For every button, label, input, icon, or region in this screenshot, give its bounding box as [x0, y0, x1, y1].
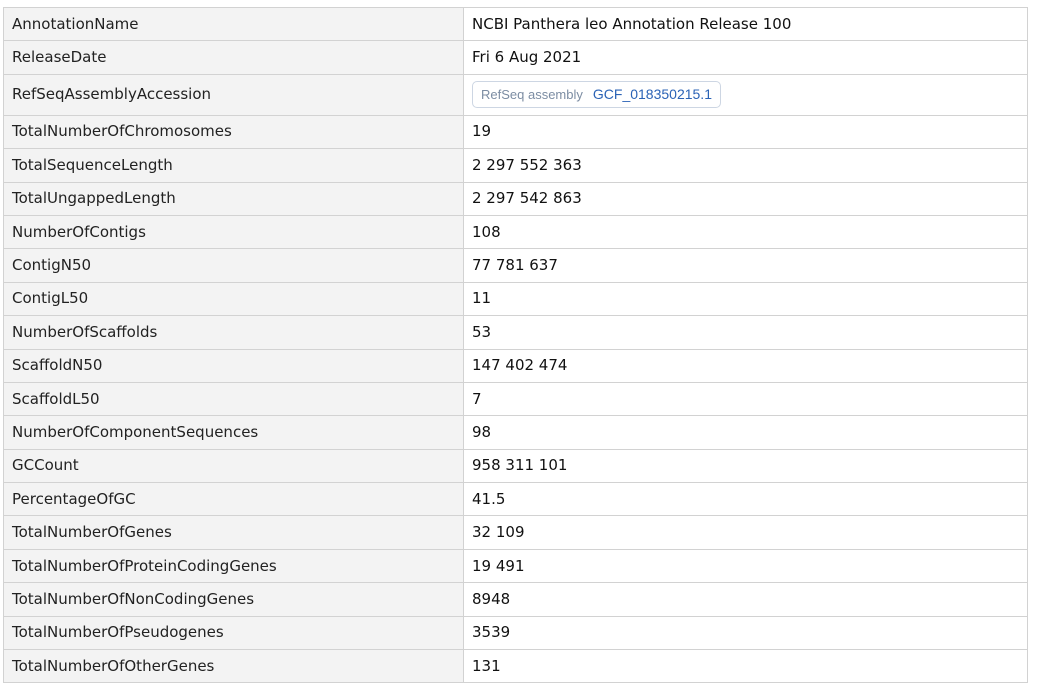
table-row [4, 182, 1028, 215]
refseq-assembly-link[interactable] [472, 81, 721, 108]
table-row [4, 483, 1028, 516]
row-key: TotalSequenceLength [4, 149, 464, 182]
row-key: ContigN50 [4, 249, 464, 282]
row-value: 19 491 [464, 549, 1028, 582]
row-key: GCCount [4, 449, 464, 482]
table-row [4, 41, 1028, 74]
row-value: 7 [464, 382, 1028, 415]
table-row [4, 382, 1028, 415]
row-key: TotalUngappedLength [4, 182, 464, 215]
row-key: NumberOfContigs [4, 215, 464, 248]
row-key: ContigL50 [4, 282, 464, 315]
row-value: 8948 [464, 583, 1028, 616]
table-row [4, 74, 1028, 115]
row-value: 98 [464, 416, 1028, 449]
row-value: 53 [464, 316, 1028, 349]
row-value: 958 311 101 [464, 449, 1028, 482]
row-value: 32 109 [464, 516, 1028, 549]
table-row [4, 449, 1028, 482]
table-row [4, 650, 1028, 683]
row-value: NCBI Panthera leo Annotation Release 100 [464, 8, 1028, 41]
table-row [4, 215, 1028, 248]
row-value: 131 [464, 650, 1028, 683]
table-row [4, 549, 1028, 582]
table-row [4, 8, 1028, 41]
row-key: ScaffoldL50 [4, 382, 464, 415]
row-value: 3539 [464, 616, 1028, 649]
table-row [4, 616, 1028, 649]
row-value: 108 [464, 215, 1028, 248]
table-row [4, 416, 1028, 449]
row-value: 41.5 [464, 483, 1028, 516]
row-key: NumberOfScaffolds [4, 316, 464, 349]
row-key: TotalNumberOfOtherGenes [4, 650, 464, 683]
row-key: NumberOfComponentSequences [4, 416, 464, 449]
row-value: 11 [464, 282, 1028, 315]
row-key: RefSeqAssemblyAccession [4, 74, 464, 115]
row-value: Fri 6 Aug 2021 [464, 41, 1028, 74]
table-row [4, 583, 1028, 616]
table-row [4, 349, 1028, 382]
annotation-table [3, 7, 1028, 683]
row-key: AnnotationName [4, 8, 464, 41]
row-key: TotalNumberOfPseudogenes [4, 616, 464, 649]
row-key: PercentageOfGC [4, 483, 464, 516]
table-row [4, 149, 1028, 182]
table-row [4, 249, 1028, 282]
annotation-table-container [3, 7, 1028, 683]
row-value: 77 781 637 [464, 249, 1028, 282]
table-row [4, 516, 1028, 549]
row-key: TotalNumberOfChromosomes [4, 115, 464, 148]
row-value [464, 74, 1028, 115]
row-value: 2 297 542 863 [464, 182, 1028, 215]
row-key: TotalNumberOfGenes [4, 516, 464, 549]
row-value: 2 297 552 363 [464, 149, 1028, 182]
row-value: 19 [464, 115, 1028, 148]
table-row [4, 316, 1028, 349]
row-key: ScaffoldN50 [4, 349, 464, 382]
row-key: TotalNumberOfNonCodingGenes [4, 583, 464, 616]
assembly-accession-link[interactable]: GCF_018350215.1 [592, 86, 712, 103]
table-row [4, 115, 1028, 148]
refseq-assembly-label: RefSeq assembly [481, 87, 583, 103]
row-value: 147 402 474 [464, 349, 1028, 382]
row-key: ReleaseDate [4, 41, 464, 74]
row-key: TotalNumberOfProteinCodingGenes [4, 549, 464, 582]
table-row [4, 282, 1028, 315]
